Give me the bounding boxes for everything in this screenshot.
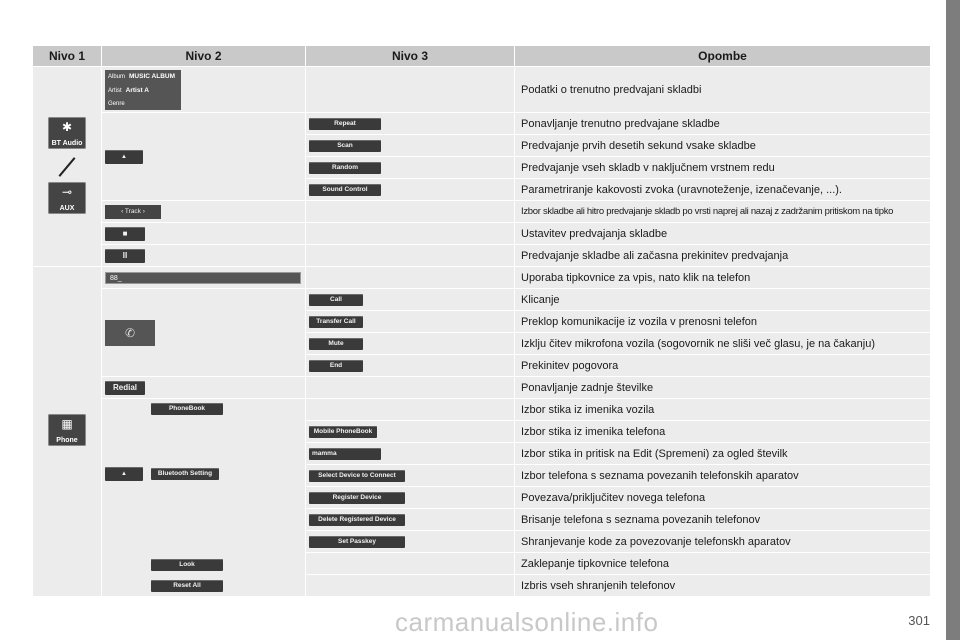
pause-button[interactable]: II [105,249,145,263]
phone-button[interactable] [48,414,86,446]
bluetooth-setting-button[interactable]: Bluetooth Setting [151,468,219,480]
empty-cell [306,201,515,223]
contact-mamma-item[interactable]: mamma [309,448,381,460]
genre-label: Genre [108,100,125,107]
note-cell: Klicanje [515,289,931,311]
empty-cell [306,575,515,597]
phone-label: Phone [56,437,78,444]
header-nivo3: Nivo 3 [306,46,515,67]
empty-cell [306,553,515,575]
or-slash-divider [56,156,78,178]
page-edge-bar [946,0,960,640]
pause-cell [102,245,306,267]
note-cell: Prekinitev pogovora [515,355,931,377]
note-cell: Izbor telefona s seznama povezanih telefonskih aparatov [515,465,931,487]
options-arrow-cell [102,113,306,201]
phone-keypad-icon: ▦ [61,417,73,431]
table-row [33,223,931,245]
note-cell: Predvajanje skladbe ali začasna prekinitev predvajanja [515,245,931,267]
select-device-cell [306,465,515,487]
aux-label: AUX [59,204,75,212]
album-info-panel [105,70,181,110]
options-up-button[interactable]: ▲ [105,150,143,164]
album-label: Album [108,73,126,80]
level1-media-cell [33,67,102,267]
album-info-cell [102,67,306,113]
handset-icon: ✆ [124,325,136,340]
sound-control-button[interactable]: Sound Control [309,184,381,196]
mobile-phonebook-button[interactable]: Mobile PhoneBook [309,426,377,438]
note-cell: Izbor stika iz imenika vozila [515,399,931,421]
phone-options-cell [102,399,306,597]
phone-options-up-button[interactable]: ▲ [105,467,143,481]
table-row [33,377,931,399]
table-row [33,267,931,289]
end-button[interactable]: End [309,360,363,372]
operations-table [32,45,931,597]
empty-cell [306,67,515,113]
watermark: carmanualsonline.info [395,607,659,637]
delete-device-cell [306,509,515,531]
note-cell: Izbor stika in pritisk na Edit (Spremeni) za ogled številk [515,443,931,465]
mobile-phonebook-cell [306,421,515,443]
level1-phone-cell [33,267,102,597]
artist-label: Artist [108,87,122,94]
stop-cell [102,223,306,245]
mute-button[interactable]: Mute [309,338,363,350]
note-cell: Ponavljanje zadnje številke [515,377,931,399]
end-cell [306,355,515,377]
note-cell: Podatki o trenutno predvajani skladbi [515,67,931,113]
handset-button[interactable] [105,320,155,346]
delete-device-button[interactable]: Delete Registered Device [309,514,405,526]
header-nivo2: Nivo 2 [102,46,306,67]
aux-button[interactable] [48,182,86,214]
note-cell: Izbris vseh shranjenih telefonov [515,575,931,597]
track-button[interactable]: ‹ Track › [105,205,161,219]
redial-cell [102,377,306,399]
table-row [33,289,931,311]
stop-button[interactable]: ■ [105,227,145,241]
repeat-cell [306,113,515,135]
note-cell: Predvajanje prvih desetih sekund vsake skladbe [515,135,931,157]
note-cell: Preklop komunikacije iz vozila v prenosni telefon [515,311,931,333]
artist-value: Artist A [125,86,149,94]
register-device-cell [306,487,515,509]
track-cell [102,201,306,223]
random-button[interactable]: Random [309,162,381,174]
note-cell: Uporaba tipkovnice za vpis, nato klik na telefon [515,267,931,289]
empty-cell [306,267,515,289]
table-header-row [33,46,931,67]
track-label: Track [124,208,141,215]
note-cell: Izbor skladbe ali hitro predvajanje skladb po vrsti naprej ali nazaj z zadržanim pritiskom na tipko [515,201,931,223]
sound-control-cell [306,179,515,201]
note-cell: Brisanje telefona s seznama povezanih telefonov [515,509,931,531]
header-nivo1: Nivo 1 [33,46,102,67]
header-opombe: Opombe [515,46,931,67]
note-cell: Izklju čitev mikrofona vozila (sogovornik ne sliši več glasu, je na čakanju) [515,333,931,355]
aux-plug-icon: ⊸ [61,184,73,199]
random-cell [306,157,515,179]
mute-cell [306,333,515,355]
redial-button[interactable]: Redial [105,381,145,395]
table-row [33,245,931,267]
empty-cell [306,223,515,245]
empty-cell [306,399,515,421]
scan-button[interactable]: Scan [309,140,381,152]
album-value: MUSIC ALBUM [129,72,175,80]
repeat-button[interactable]: Repeat [309,118,381,130]
table-row [33,399,931,421]
number-input[interactable]: 88_ [105,272,301,284]
note-cell: Zaklepanje tipkovnice telefona [515,553,931,575]
phonebook-button[interactable]: PhoneBook [151,403,223,415]
table-row [33,201,931,223]
note-cell: Parametriranje kakovosti zvoka (uravnoteženje, izenačevanje, ...). [515,179,931,201]
note-cell: Shranjevanje kode za povezovanje telefonskh aparatov [515,531,931,553]
table-row [33,67,931,113]
note-cell: Ustavitev predvajanja skladbe [515,223,931,245]
table-row [33,113,931,135]
empty-cell [306,245,515,267]
set-passkey-button[interactable]: Set Passkey [309,536,405,548]
transfer-call-button[interactable]: Transfer Call [309,316,363,328]
register-device-button[interactable]: Register Device [309,492,405,504]
empty-cell [306,377,515,399]
note-cell: Ponavljanje trenutno predvajane skladbe [515,113,931,135]
bt-audio-label: BT Audio [51,139,83,147]
note-cell: Predvajanje vseh skladb v naključnem vrstnem redu [515,157,931,179]
call-cell [306,289,515,311]
scan-cell [306,135,515,157]
note-cell: Izbor stika iz imenika telefona [515,421,931,443]
set-passkey-cell [306,531,515,553]
note-cell: Povezava/priključitev novega telefona [515,487,931,509]
bt-audio-button[interactable] [48,117,86,149]
look-button[interactable]: Look [151,559,223,571]
contact-cell [306,443,515,465]
select-device-button[interactable]: Select Device to Connect [309,470,405,482]
transfer-call-cell [306,311,515,333]
page-number: 301 [908,613,930,628]
bluetooth-icon: ✱ [61,119,73,134]
handset-cell [102,289,306,377]
call-button[interactable]: Call [309,294,363,306]
keypad-input-cell [102,267,306,289]
reset-all-button[interactable]: Reset All [151,580,223,592]
